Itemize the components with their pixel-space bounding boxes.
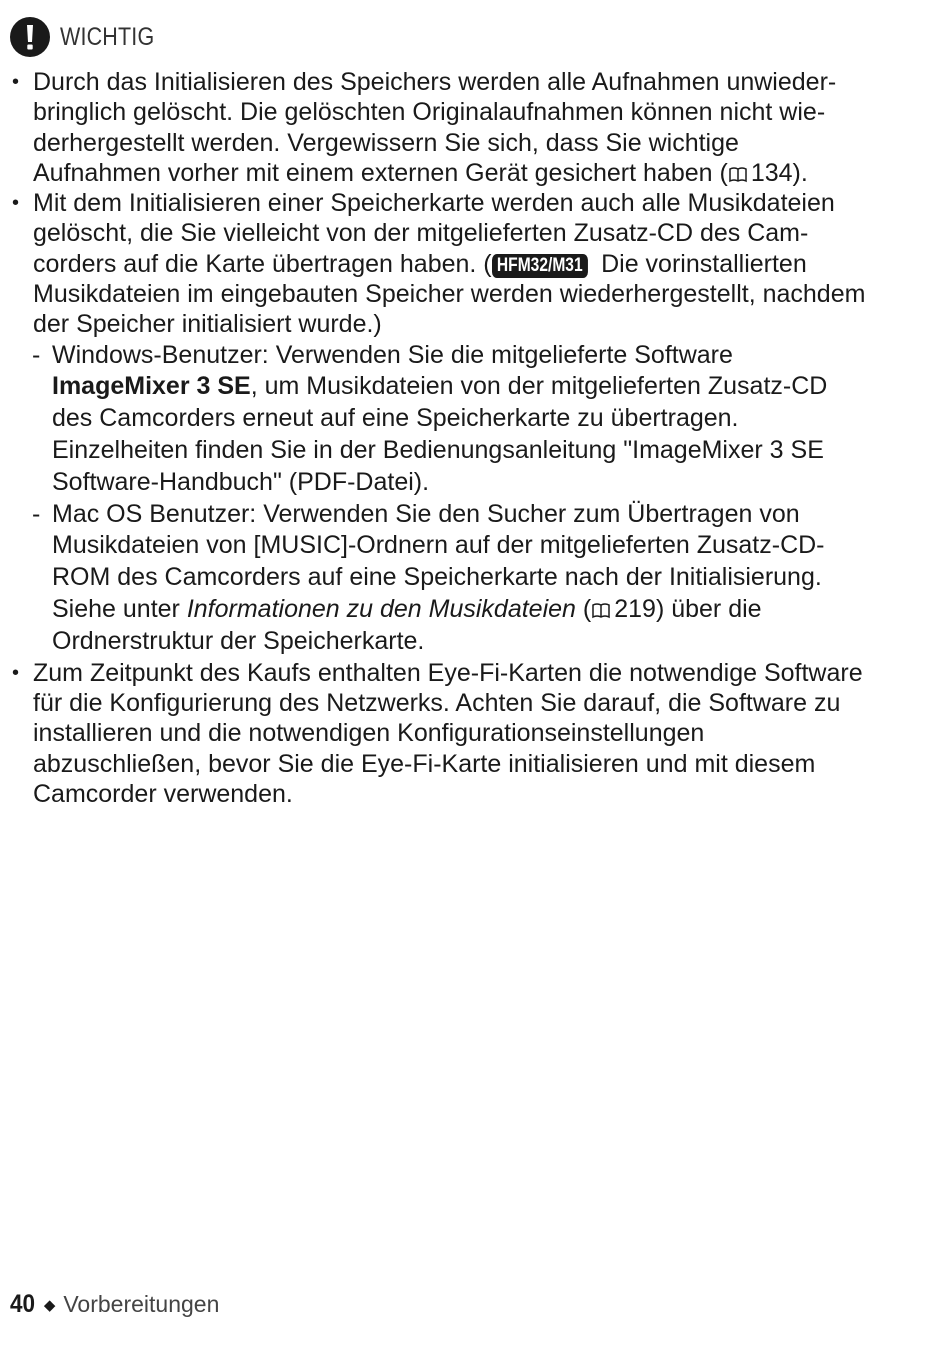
page-footer — [10, 1290, 219, 1319]
bullet-text-continued: Die vorinstallierten Musikdateien im eingebauten Speicher werden wiederhergestellt, nachdem der Speicher initialisiert wurde.) — [33, 249, 866, 339]
bullet-dot: • — [12, 192, 20, 215]
list-item — [10, 188, 868, 339]
warning-list — [10, 67, 868, 809]
topic-title: Informationen zu den Musikdateien — [186, 595, 576, 624]
sub-list-item — [10, 499, 868, 658]
bullet-text: Mit dem Initialisieren einer Speicherkarte werden auch alle Musikdateien gelöscht, die Sie vielleicht von der mitgelieferten Zusatz-CD des Camcorders auf die Karte übertragen haben. ( — [33, 189, 835, 278]
sub-dash: - — [32, 340, 41, 369]
sub-text-paren: ( — [575, 595, 592, 624]
sub-text: Windows-Benutzer: Verwenden Sie die mitgelieferte Software — [52, 340, 733, 369]
header-label: WICHTIG — [60, 22, 155, 51]
page-reference: 219) über die Ordnerstruktur der Speicherkarte. — [52, 595, 762, 655]
bullet-text: Zum Zeitpunkt des Kaufs enthalten Eye-Fi-Karten die notwendige Software für die Konfigurierung des Netzwerks. Achten Sie darauf, die Software zu installieren und die notwendigen Konfigurationseinstellungen abzuschließen, bevor Sie die Eye-Fi-Karte initialisieren und mit diesem Camcorder verwenden. — [33, 658, 863, 808]
sub-list-item — [10, 340, 868, 499]
software-name: ImageMixer 3 SE — [52, 372, 251, 401]
warning-header — [10, 16, 170, 58]
bullet-dot: • — [12, 661, 20, 684]
section-name: Vorbereitungen — [63, 1291, 220, 1317]
list-item — [10, 67, 868, 188]
page-reference: 134). — [750, 158, 808, 187]
list-item — [10, 658, 868, 809]
page-number: 40 — [10, 1290, 36, 1318]
model-badge: HFM32/M31 — [492, 254, 588, 278]
bullet-dot: • — [12, 71, 20, 93]
book-icon — [592, 596, 610, 612]
sub-text-continued: , um Musikdateien von der mitgelieferten Zusatz-CD des Camcorders erneut auf eine Speicherkarte zu übertragen. Einzelheiten finden Sie in der Bedienungsanleitung "ImageMixer 3 SE Software-Handbuch" (PDF-Datei). — [52, 372, 828, 496]
diamond-icon: ◆ — [43, 1296, 56, 1314]
sub-text: Mac OS Benutzer: Verwenden Sie den Sucher zum Übertragen von Musikdateien von [MUSIC]-Ordnern auf der mitgelieferten Zusatz-CD-ROM des Camcorders auf eine Speicherkarte nach der Initialisierung. Siehe unter — [52, 499, 825, 624]
sub-dash: - — [32, 499, 41, 528]
bullet-text: Durch das Initialisieren des Speichers werden alle Aufnahmen unwiederbringlich gelöscht. Die gelöschten Originalaufnahmen können nicht wiederhergestellt werden. Vergewissern Sie sich, dass Sie wichtige Aufnahmen vorher mit einem externen Gerät gesichert haben ( — [33, 68, 837, 187]
book-icon — [729, 160, 747, 176]
exclamation-icon — [10, 17, 50, 57]
